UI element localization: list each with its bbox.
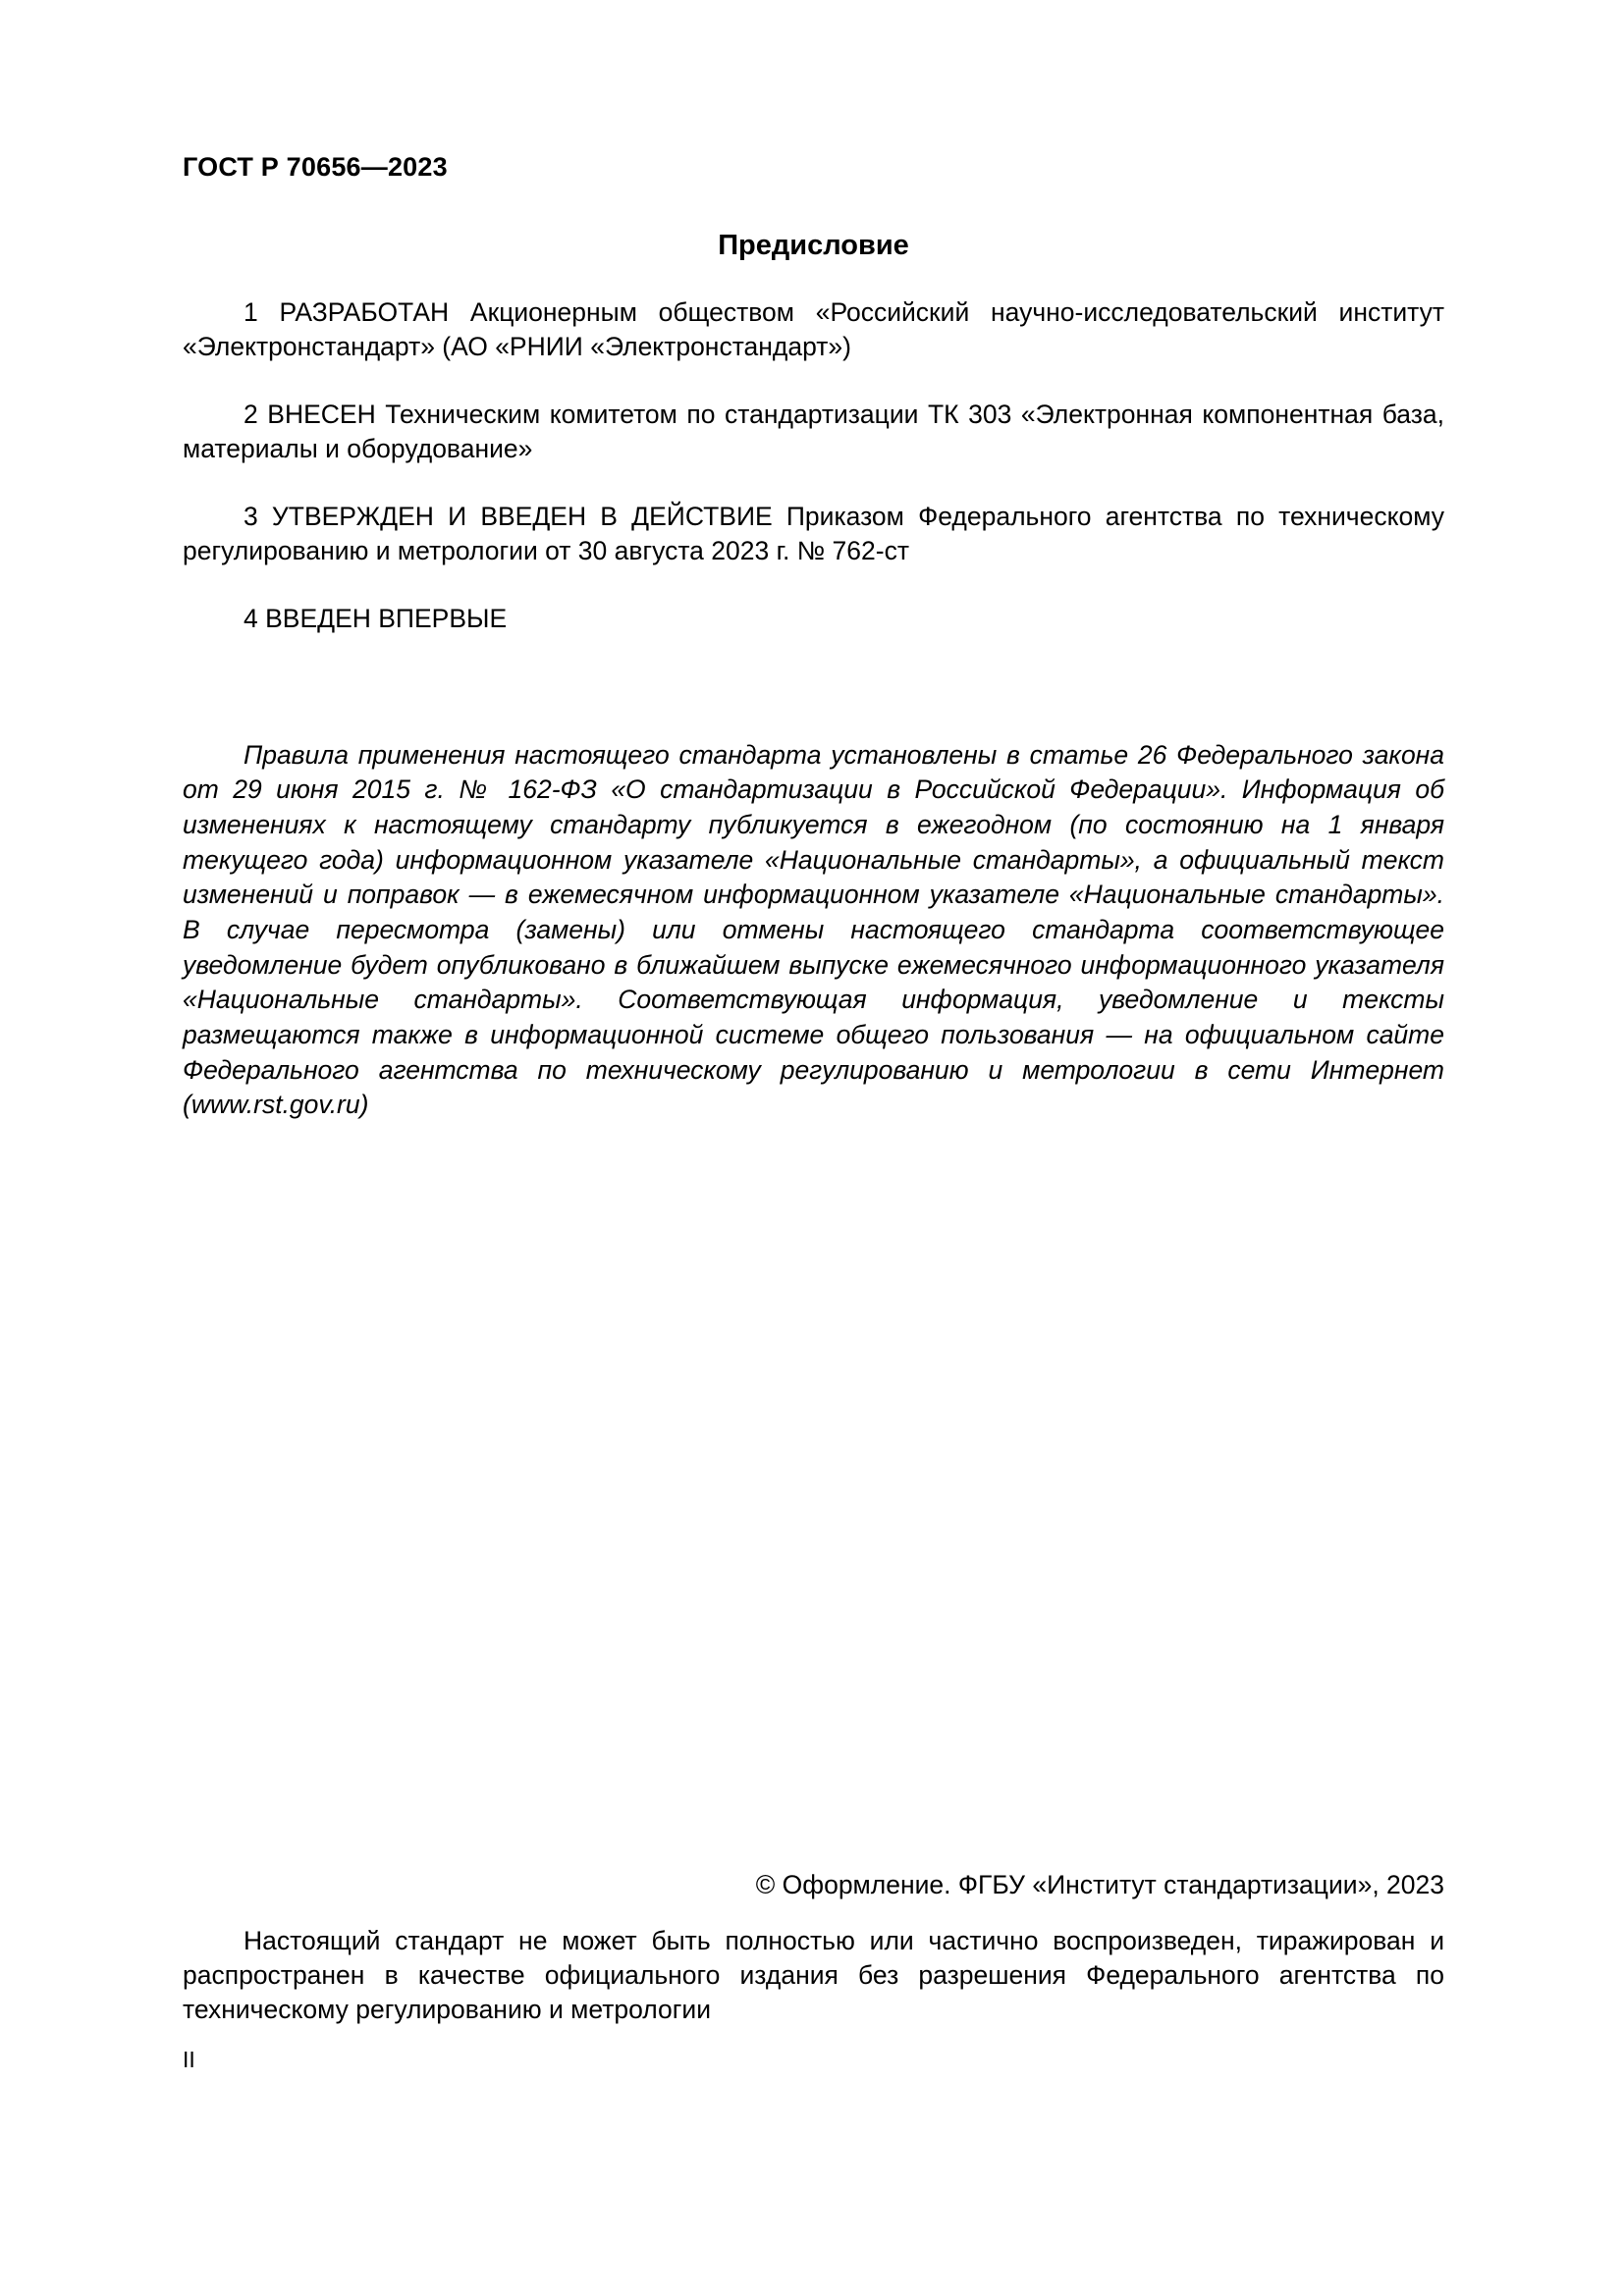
copyright-line: © Оформление. ФГБУ «Институт стандартизации», 2023: [755, 1870, 1444, 1899]
foreword-item-3: 3 УТВЕРЖДЕН И ВВЕДЕН В ДЕЙСТВИЕ Приказом Федерального агентства по техническому регулированию и метрологии от 30 августа 2023 г. № 762-ст: [183, 501, 1444, 565]
foreword-item-4: 4 ВВЕДЕН ВПЕРВЫЕ: [244, 603, 508, 633]
section-title: Предисловие: [718, 230, 909, 261]
application-rules-notice: Правила применения настоящего стандарта установлены в статье 26 Федерального закона от 29 июня 2015 г. № 162-ФЗ «О стандартизации в Российской Федерации». Информация об изменениях к настоящему стандарту публикуется в ежегодном (по состоянию на 1 января текущего года) информационном указателе «Национальные стандарты», а официальный текст изменений и поправок — в ежемесячном информационном указателе «Национальные стандарты». В случае пересмотра (замены) или отмены настоящего стандарта соответствующее уведомление будет опубликовано в ближайшем выпуске ежемесячного информационного указателя «Национальные стандарты». Соответствующая информация, уведомление и тексты размещаются также в информационной системе общего пользования — на официальном сайте Федерального агентства по техническому регулированию и метрологии в сети Интернет (www.rst.gov.ru): [183, 739, 1444, 1120]
foreword-item-2: 2 ВНЕСЕН Техническим комитетом по стандартизации ТК 303 «Электронная компонентная база, материалы и оборудование»: [183, 399, 1444, 463]
reproduction-notice: Настоящий стандарт не может быть полностью или частично воспроизведен, тиражирован и распространен в качестве официального издания без разрешения Федерального агентства по техническому регулированию и метрологии: [183, 1926, 1444, 2024]
foreword-item-1: 1 РАЗРАБОТАН Акционерным обществом «Российский научно-исследовательский институт «Электронстандарт» (АО «РНИИ «Электронстандарт»): [183, 297, 1444, 361]
standard-number-header: ГОСТ Р 70656—2023: [183, 152, 448, 182]
page-number: II: [183, 2047, 195, 2072]
page-content: [183, 0, 1444, 1123]
